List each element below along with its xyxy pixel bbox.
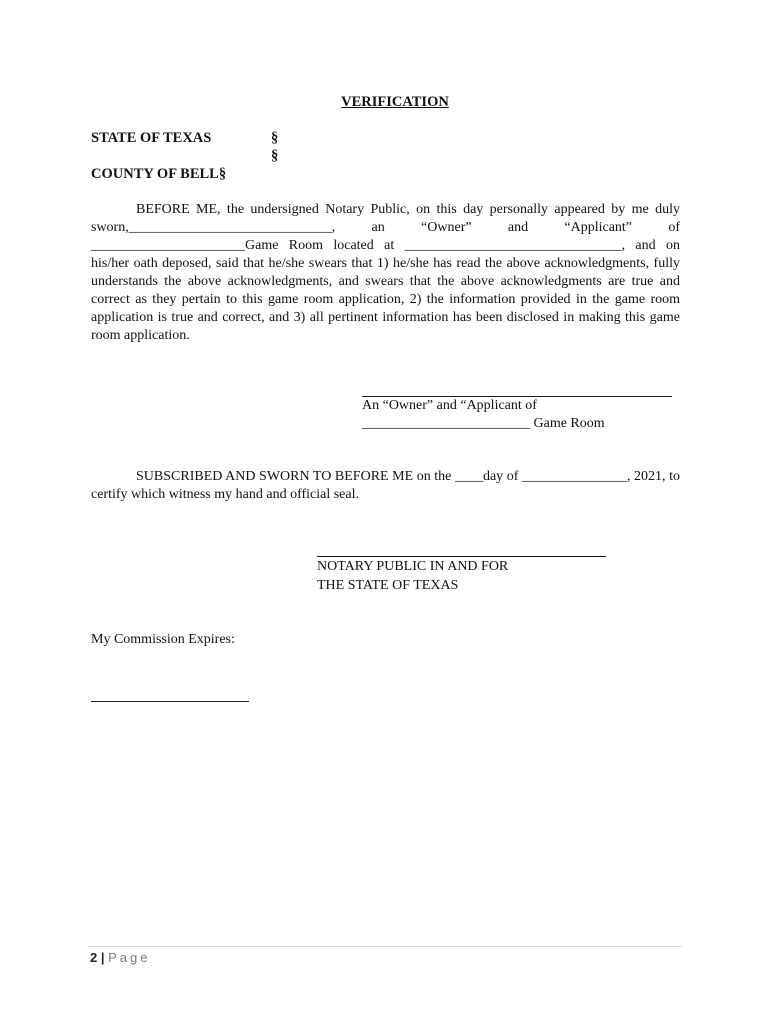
owner-signature-line <box>362 396 672 397</box>
game-room-caption: ________________________ Game Room <box>362 416 605 431</box>
notary-signature-line <box>317 556 606 557</box>
footer-rule <box>88 946 682 947</box>
section-mark: § <box>271 130 279 146</box>
document-title: VERIFICATION <box>341 94 449 110</box>
commission-date-line <box>91 701 249 702</box>
section-mark: § <box>271 148 279 164</box>
owner-signature-caption: An “Owner” and “Applicant of <box>362 398 537 413</box>
page-number: 2 <box>90 950 98 965</box>
page-footer <box>90 950 151 965</box>
page-word: Page <box>108 950 151 965</box>
verification-paragraph: BEFORE ME, the undersigned Notary Public, on this day personally appeared by me duly sworn,_____________________________, an “Owner” and “Applicant” of ______________________Game Room located at _______________________________, and on his/her oath deposed, said that he/she swears that 1) he/she has read the above acknowledgments, fully understands the above acknowledgments, and swears that the above acknowledgments are true and correct as they pertain to this game room application, 2) the information provided in the game room application is true and correct, and 3) all pertinent information has been disclosed in making this game room application. <box>91 202 680 343</box>
notary-caption-1: NOTARY PUBLIC IN AND FOR <box>317 559 509 574</box>
state-line: STATE OF TEXAS <box>91 130 212 146</box>
county-line: COUNTY OF BELL§ <box>91 166 227 182</box>
footer-separator: | <box>100 950 105 965</box>
notary-caption-2: THE STATE OF TEXAS <box>317 578 459 593</box>
subscribed-paragraph: SUBSCRIBED AND SWORN TO BEFORE ME on the ____day of _______________, 2021, to certify which witness my hand and official seal. <box>91 469 680 502</box>
commission-expires-label: My Commission Expires: <box>91 632 235 647</box>
